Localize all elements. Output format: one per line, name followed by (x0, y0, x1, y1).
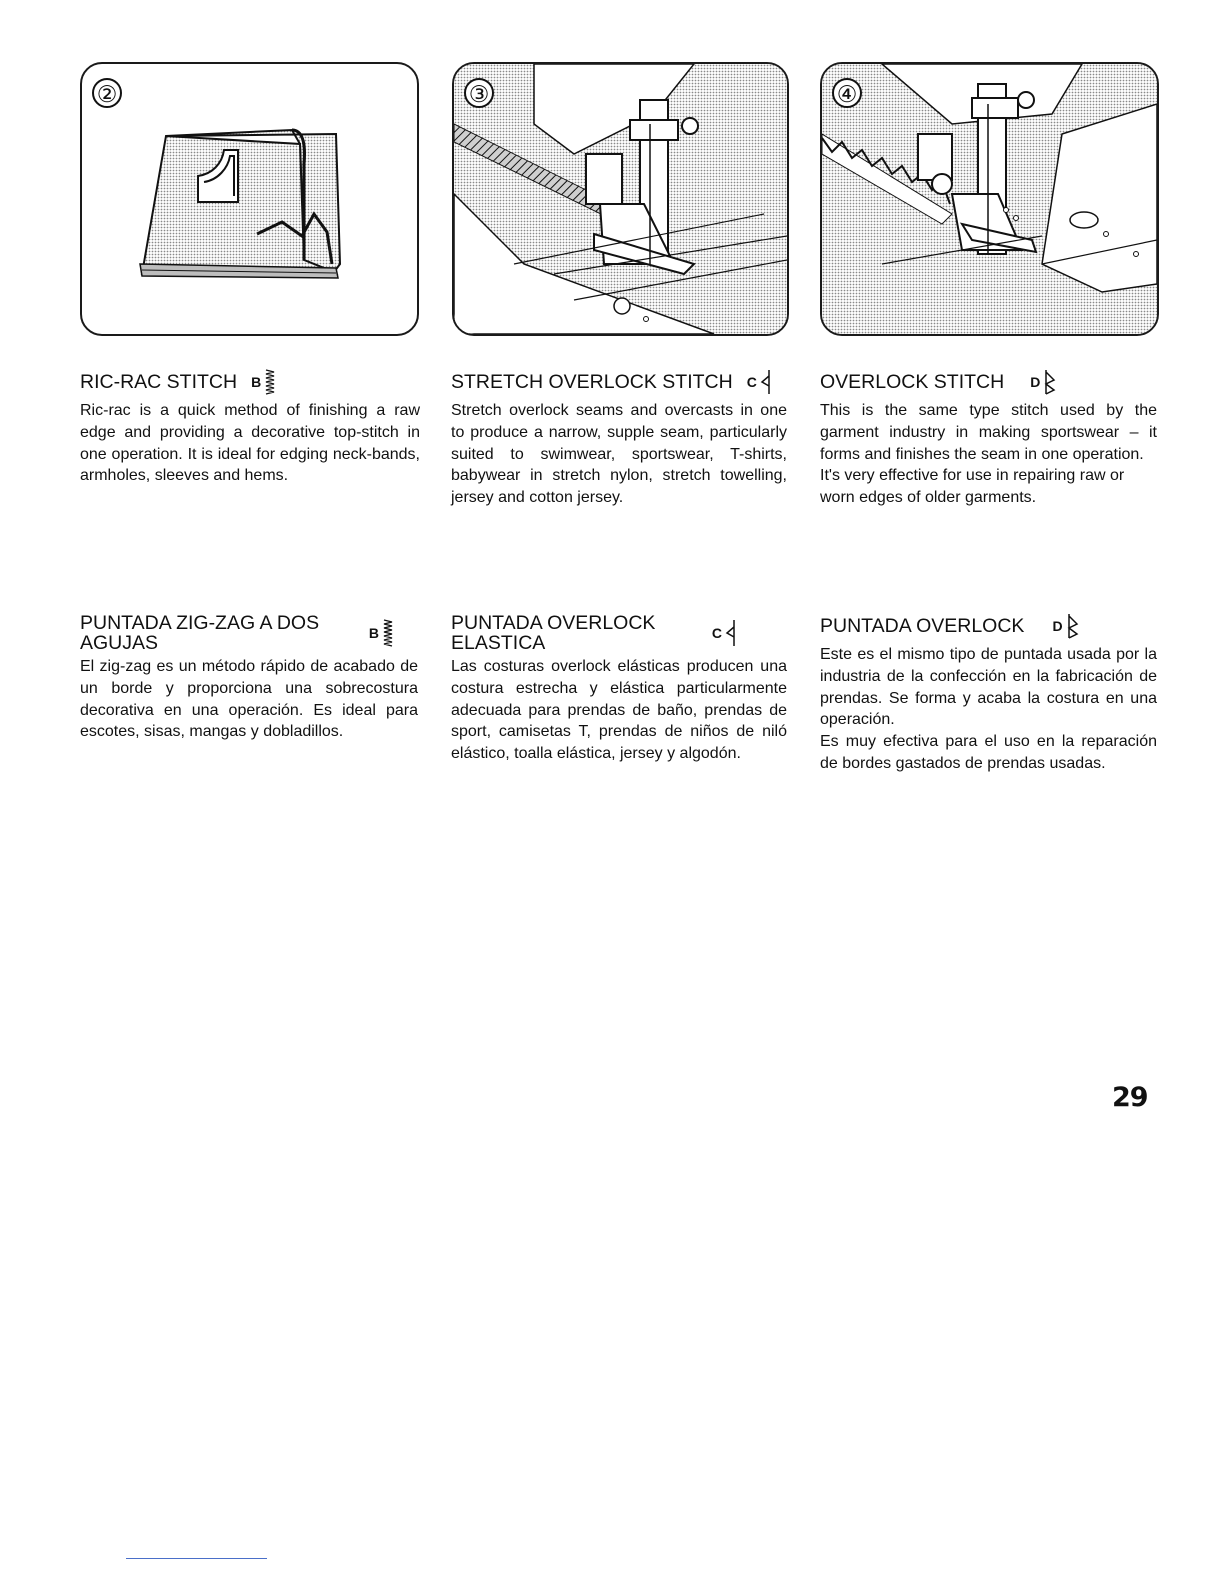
overlock-stitch-icon (1066, 612, 1080, 640)
stretch-overlock-stitch-icon (760, 368, 772, 396)
figure-panel-2 (80, 62, 419, 336)
paragraph: Ric-rac is a quick method of finishing a raw edge and providing a decorative top-stitch in one operation. It is ideal for edging neck-bands, armholes, sleeves and hems. (80, 402, 420, 485)
stitch-code (1030, 368, 1057, 396)
stitch-code (747, 368, 772, 396)
stitch-code (369, 618, 394, 648)
figure-panel-4 (820, 62, 1159, 336)
paragraph: Es muy efectiva para el uso en la reparación de bordes gastados de prendas usadas. (820, 733, 1157, 772)
stitch-code (251, 368, 276, 396)
section-puntada-overlock-elastica (451, 613, 787, 765)
paragraph: This is the same type stitch used by the garment industry in making sportswear – it forms and finishes the seam in one operation. (820, 402, 1157, 463)
ric-rac-stitch-icon (382, 618, 394, 648)
paragraph: Las costuras overlock elásticas producen una costura estrecha y elástica particularmente adecuada para prendas de baño, prendas de sport, camisetas T, prendas de niños de niló elástico, toalla elástica, jersey y algodón. (451, 658, 787, 763)
section-title-line2: AGUJAS (80, 632, 159, 654)
presser-foot-illustration (454, 64, 787, 334)
paragraph: Este es el mismo tipo de puntada usada por la industria de la confección en la fabricación de prendas. Se forma y acaba la costura en una operación. (820, 646, 1157, 729)
stitch-letter: C (711, 625, 722, 641)
section-title: STRETCH OVERLOCK STITCH (451, 371, 733, 393)
ric-rac-stitch-icon (264, 368, 276, 396)
page-number: 29 (1112, 1082, 1148, 1113)
figure-panel-3 (452, 62, 789, 336)
stitch-code (712, 618, 737, 648)
stitch-letter: D (1030, 374, 1041, 390)
section-title: RIC-RAC STITCH (80, 371, 238, 393)
section-body (80, 400, 420, 487)
figure-number: ② (92, 78, 122, 108)
section-ric-rac-stitch (80, 368, 420, 487)
folded-fabric-illustration (82, 64, 417, 334)
section-stretch-overlock-stitch (451, 368, 787, 509)
section-title-line1: PUNTADA ZIG-ZAG A DOS (80, 612, 320, 634)
paragraph: El zig-zag es un método rápido de acabado de un borde y proporciona una sobrecostura decorativa en una operación. Es ideal para escotes, sisas, mangas y dobladillos. (80, 658, 418, 741)
figure-number: ③ (464, 78, 494, 108)
section-body (820, 400, 1157, 509)
section-puntada-zig-zag (80, 613, 418, 743)
stitch-letter: B (368, 625, 379, 641)
figure-number: ④ (832, 78, 862, 108)
section-puntada-overlock (820, 612, 1157, 775)
overlock-stitch-icon (1043, 368, 1057, 396)
stitch-letter: D (1052, 618, 1063, 634)
section-title: PUNTADA OVERLOCK (820, 615, 1025, 637)
paragraph: It's very effective for use in repairing raw or worn edges of older garments. (820, 467, 1125, 507)
section-title-line1: PUNTADA OVERLOCK (451, 612, 656, 634)
stitch-code (1052, 612, 1079, 640)
footer-rule (126, 1558, 267, 1559)
section-title-line2: ELASTICA (451, 632, 546, 654)
stitch-letter: B (251, 374, 262, 390)
section-body (451, 656, 787, 765)
section-body (451, 400, 787, 509)
section-title: OVERLOCK STITCH (820, 371, 1005, 393)
section-overlock-stitch (820, 368, 1157, 509)
stretch-overlock-stitch-icon (725, 618, 737, 648)
section-body (80, 656, 418, 743)
paragraph: Stretch overlock seams and overcasts in one to produce a narrow, supple seam, particularly suited to swimwear, sportswear, T-shirts, babywear in stretch nylon, stretch towelling, jersey and cotton jersey. (451, 402, 787, 507)
overlock-edge-illustration (822, 64, 1157, 334)
section-body (820, 644, 1157, 775)
stitch-letter: C (746, 374, 757, 390)
